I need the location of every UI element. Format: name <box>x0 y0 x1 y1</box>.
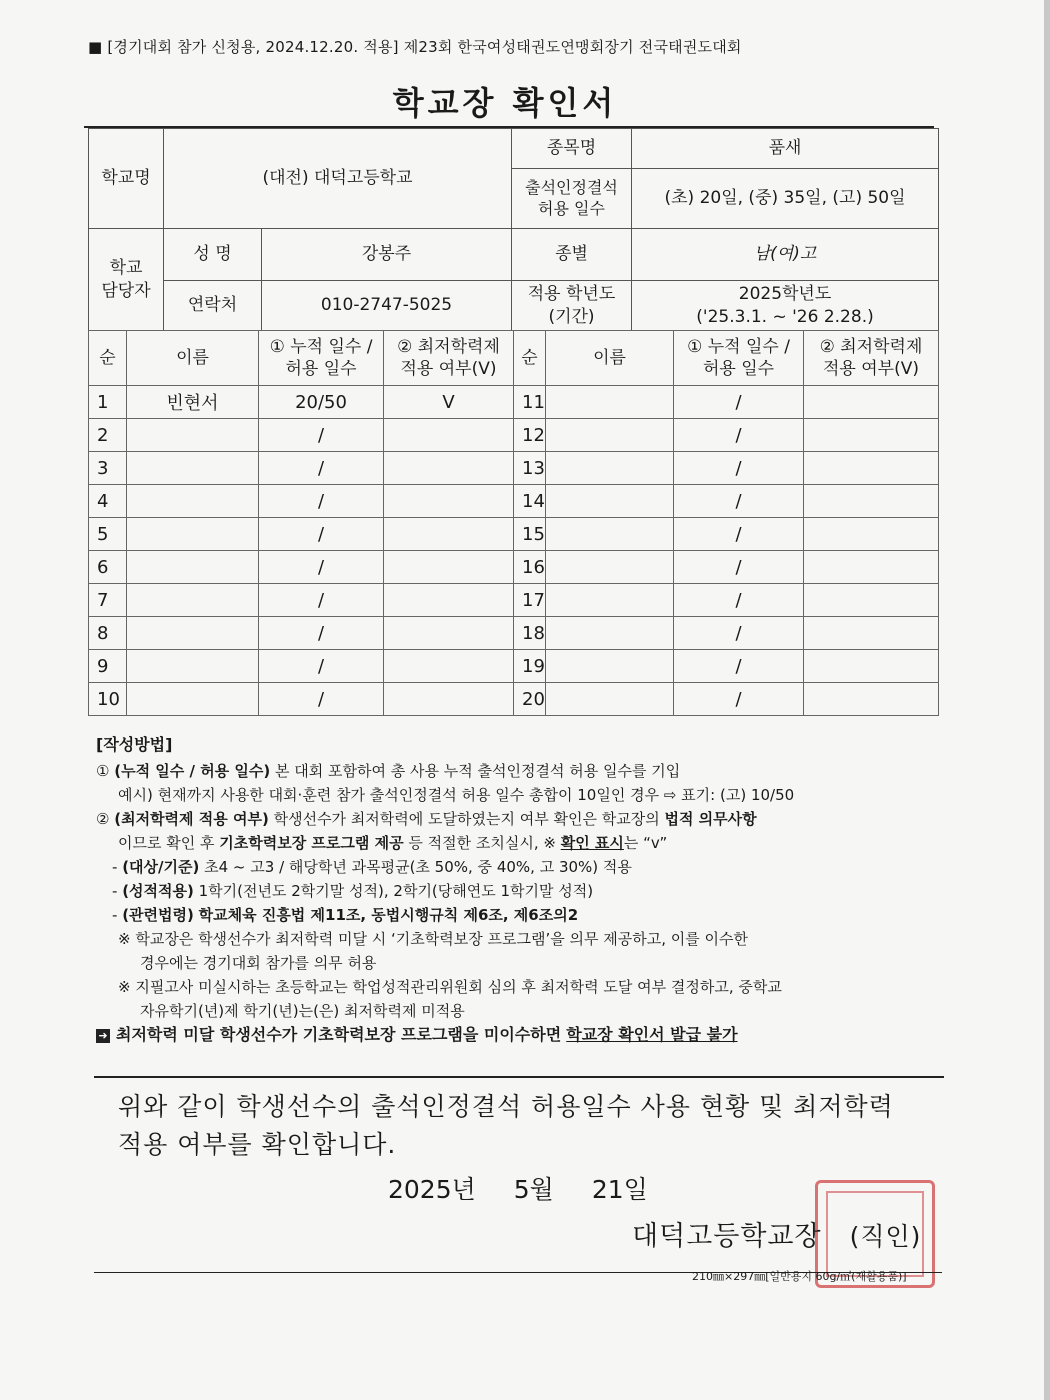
note-2-cont: 이므로 확인 후 기초학력보장 프로그램 제공 등 적절한 조치실시, ※ 확인 표시는 “v” <box>118 834 668 852</box>
school-name-value: (대전) 대덕고등학교 <box>164 129 512 229</box>
days-cell: / <box>674 683 804 716</box>
note-1-example: 예시) 현재까지 사용한 대회·훈련 참가 출석인정결석 허용 일수 총합이 10일인 경우 ⇨ 표기: (고) 10/50 <box>118 786 795 804</box>
note-principal: ※ 학교장은 학생선수가 최저학력 미달 시 ‘기초학력보장 프로그램’을 의무 제공하고, 이를 이수한 <box>118 930 748 948</box>
page-edge <box>1044 0 1050 1400</box>
student-name <box>546 584 674 617</box>
student-name <box>546 452 674 485</box>
days-cell: / <box>259 485 384 518</box>
days-cell: / <box>674 551 804 584</box>
row-number: 19 <box>514 650 546 683</box>
student-name <box>127 518 259 551</box>
row-number: 9 <box>89 650 127 683</box>
days-cell: / <box>674 419 804 452</box>
col-days: ① 누적 일수 / 허용 일수 <box>259 331 384 386</box>
student-name <box>546 683 674 716</box>
row-number: 13 <box>514 452 546 485</box>
application-header: ■ [경기대회 참가 신청용, 2024.12.20. 적용] 제23회 한국여성태권도연맹회장기 전국태권도대회 <box>88 38 742 56</box>
instructions-heading: [작성방법] <box>96 735 173 754</box>
check-cell <box>384 518 514 551</box>
days-cell: / <box>259 617 384 650</box>
school-name-label: 학교명 <box>89 129 164 229</box>
days-cell: / <box>674 386 804 419</box>
roster-body <box>89 386 939 716</box>
row-number: 3 <box>89 452 127 485</box>
days-cell: / <box>674 518 804 551</box>
row-number: 8 <box>89 617 127 650</box>
info-table <box>88 128 939 331</box>
days-cell: 20/50 <box>259 386 384 419</box>
row-number: 4 <box>89 485 127 518</box>
gender-label: 종별 <box>512 229 632 281</box>
check-cell <box>804 551 939 584</box>
col-order: 순 <box>89 331 127 386</box>
student-name: 빈현서 <box>127 386 259 419</box>
gender-value: 남(여)고 <box>632 229 939 281</box>
check-cell <box>804 485 939 518</box>
row-number: 18 <box>514 617 546 650</box>
table-row <box>89 419 939 452</box>
days-cell: / <box>259 419 384 452</box>
student-name <box>127 485 259 518</box>
table-row <box>89 485 939 518</box>
row-number: 2 <box>89 419 127 452</box>
check-cell <box>804 683 939 716</box>
days-cell: / <box>259 650 384 683</box>
col-min: ② 최저학력제 적용 여부(V) <box>384 331 514 386</box>
row-number: 5 <box>89 518 127 551</box>
check-cell <box>804 386 939 419</box>
days-cell: / <box>674 452 804 485</box>
col-name-2: 이름 <box>546 331 674 386</box>
allowed-days-value: (초) 20일, (중) 35일, (고) 50일 <box>632 169 939 229</box>
note-1: ① (누적 일수 / 허용 일수) 본 대회 포함하여 총 사용 누적 출석인정결석 허용 일수를 기입 <box>96 762 681 780</box>
student-name <box>546 551 674 584</box>
event-label: 종목명 <box>512 129 632 169</box>
check-cell <box>384 650 514 683</box>
roster-header-row <box>89 331 939 386</box>
instructions-section <box>96 733 946 1047</box>
student-name <box>127 584 259 617</box>
table-row <box>89 683 939 716</box>
table-row <box>89 452 939 485</box>
check-cell <box>384 617 514 650</box>
student-name <box>546 650 674 683</box>
note-law: - (관련법령) 학교체육 진흥법 제11조, 동법시행규칙 제6조, 제6조의2 <box>112 906 579 924</box>
row-number: 12 <box>514 419 546 452</box>
check-cell <box>384 551 514 584</box>
check-cell <box>804 419 939 452</box>
col-order-2: 순 <box>514 331 546 386</box>
row-number: 16 <box>514 551 546 584</box>
student-name <box>127 650 259 683</box>
table-row <box>89 617 939 650</box>
check-cell <box>384 452 514 485</box>
note-elementary-cont: 자유학기(년)제 학기(년)는(은) 최저학력제 미적용 <box>140 1002 465 1020</box>
row-number: 7 <box>89 584 127 617</box>
check-cell <box>804 452 939 485</box>
col-min-2: ② 최저학력제 적용 여부(V) <box>804 331 939 386</box>
student-name <box>127 683 259 716</box>
col-name: 이름 <box>127 331 259 386</box>
check-cell <box>384 485 514 518</box>
note-2: ② (최저학력제 적용 여부) 학생선수가 최저학력에 도달하였는지 여부 확인은 학교장의 법적 의무사항 <box>96 810 757 828</box>
note-grade: - (성적적용) 1학기(전년도 2학기말 성적), 2학기(당해연도 1학기말 성적) <box>112 882 594 900</box>
note-elementary: ※ 지필고사 미실시하는 초등학교는 학업성적관리위원회 심의 후 최저학력 도달 여부 결정하고, 중학교 <box>118 978 782 996</box>
check-cell <box>384 683 514 716</box>
row-number: 15 <box>514 518 546 551</box>
note-principal-cont: 경우에는 경기대회 참가를 의무 허용 <box>140 954 377 972</box>
staff-name-value: 강봉주 <box>262 229 512 281</box>
table-row <box>89 386 939 419</box>
days-cell: / <box>259 518 384 551</box>
check-cell <box>804 584 939 617</box>
row-number: 17 <box>514 584 546 617</box>
days-cell: / <box>259 584 384 617</box>
student-name <box>127 419 259 452</box>
contact-value: 010-2747-5025 <box>262 281 512 331</box>
check-cell <box>384 419 514 452</box>
document-title: 학교장 확인서 <box>392 84 618 122</box>
table-row <box>89 518 939 551</box>
confirmation-statement: 위와 같이 학생선수의 출석인정결석 허용일수 사용 현황 및 최저학력 적용 여부를 확인합니다. <box>118 1092 894 1159</box>
check-cell <box>804 518 939 551</box>
days-cell: / <box>259 683 384 716</box>
issue-date: 2025년 5월 21일 <box>388 1175 648 1204</box>
event-value: 품새 <box>632 129 939 169</box>
student-name <box>127 551 259 584</box>
student-roster-table <box>88 330 939 716</box>
student-name <box>127 452 259 485</box>
student-name <box>127 617 259 650</box>
row-number: 6 <box>89 551 127 584</box>
table-row <box>89 650 939 683</box>
student-name <box>546 386 674 419</box>
row-number: 14 <box>514 485 546 518</box>
year-label: 적용 학년도 (기간) <box>512 281 632 331</box>
warning-line: ➜ 최저학력 미달 학생선수가 기초학력보장 프로그램을 미이수하면 학교장 확인서 발급 불가 <box>96 1023 946 1047</box>
student-name <box>546 518 674 551</box>
paper-spec: 210㎜×297㎜[일반용지 60g/㎡(재활용품)] <box>692 1270 907 1283</box>
arrow-box-icon: ➜ <box>96 1029 110 1043</box>
row-number: 1 <box>89 386 127 419</box>
check-cell <box>384 584 514 617</box>
year-value: 2025학년도 ('25.3.1. ~ '26 2.28.) <box>632 281 939 331</box>
mid-rule <box>94 1076 944 1078</box>
days-cell: / <box>674 485 804 518</box>
col-days-2: ① 누적 일수 / 허용 일수 <box>674 331 804 386</box>
check-cell <box>804 650 939 683</box>
check-cell: V <box>384 386 514 419</box>
student-name <box>546 485 674 518</box>
days-cell: / <box>674 584 804 617</box>
table-row <box>89 551 939 584</box>
signer-line: 대덕고등학교장 (직인) <box>632 1221 922 1252</box>
row-number: 10 <box>89 683 127 716</box>
check-cell <box>804 617 939 650</box>
days-cell: / <box>259 452 384 485</box>
contact-label: 연락처 <box>164 281 262 331</box>
row-number: 11 <box>514 386 546 419</box>
student-name <box>546 419 674 452</box>
days-cell: / <box>259 551 384 584</box>
student-name <box>546 617 674 650</box>
staff-label: 학교 담당자 <box>89 229 164 331</box>
staff-name-label: 성 명 <box>164 229 262 281</box>
row-number: 20 <box>514 683 546 716</box>
days-cell: / <box>674 617 804 650</box>
table-row <box>89 584 939 617</box>
allowed-days-label: 출석인정결석 허용 일수 <box>512 169 632 229</box>
note-target: - (대상/기준) 초4 ~ 고3 / 해당학년 과목평균(초 50%, 중 40%, 고 30%) 적용 <box>112 858 632 876</box>
days-cell: / <box>674 650 804 683</box>
